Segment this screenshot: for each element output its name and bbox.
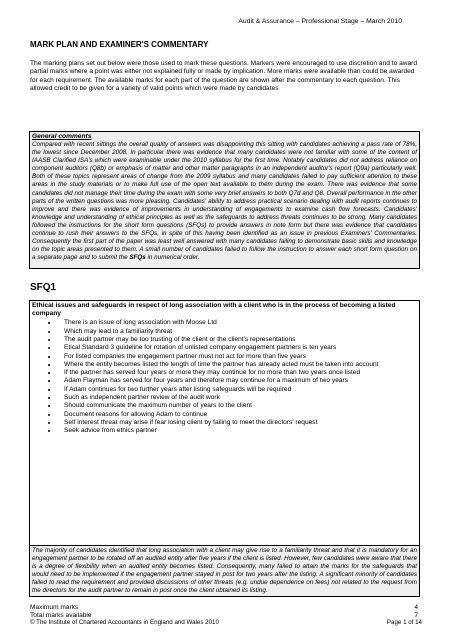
general-comments-end: in numerical order. [145, 254, 200, 262]
total-marks-label: Total marks available [30, 612, 92, 619]
running-header: Audit & Assurance – Professional Stage – March 2010 [238, 18, 402, 25]
maximum-marks-value: 4 [414, 604, 418, 611]
list-item: • Self interest threat may arise if fear losing client by failing to meet the directors' request [58, 419, 417, 427]
maximum-marks-row [30, 604, 420, 611]
page-number: Page 1 of 14 [386, 619, 422, 626]
sfq1-bullet-list [32, 319, 417, 435]
list-item: • Document reasons for allowing Adam to continue [58, 411, 417, 419]
list-item: • For listed companies the engagement partner must not act for more than five years [58, 353, 417, 361]
list-item: • There is an issue of long association with Moose Ltd [58, 319, 417, 327]
total-marks-value: 7 [414, 612, 418, 619]
general-comments-text [32, 141, 417, 262]
list-item: • Should communicate the maximum number of years to the client [58, 402, 417, 410]
total-marks-row [30, 612, 420, 619]
general-comments-bold: SFQs [129, 254, 146, 262]
page-title: MARK PLAN AND EXAMINER'S COMMENTARY [30, 40, 209, 49]
sfq1-title: Ethical issues and safeguards in respect of long association with a client who is in the process of becoming a listed company [32, 302, 396, 318]
sfq1-mark-plan-box [29, 300, 420, 546]
list-item: • Which may lead to a familiarity threat [58, 328, 417, 336]
list-item: • If Adam continues for two further years after listing safeguards will be required [58, 386, 417, 394]
copyright-text: © The Institute of Chartered Accountants in England and Wales 2010 [30, 619, 219, 626]
intro-paragraph: The marking plans set out below were those used to mark these questions. Markers were encouraged to use discretion and to award partial marks where a point was either not explained fully or made by implication. More marks were available than could be awarded for each requirement. The available marks for each part of the question are shown after the commentary to each question. This allowed credit to be given for a variety of valid points which were made by candidates [30, 60, 418, 92]
sfq1-heading: SFQ1 [30, 282, 57, 293]
general-comments-box [29, 131, 420, 269]
list-item: • Etical Standard 3 guideline for rotation of unlisted company engagement partners is ten years [58, 344, 417, 352]
list-item: • Seek advice from ethics partner [58, 427, 417, 435]
list-item: • Adam Flayman has served for four years and therefore may continue for a maximum of two years [58, 377, 417, 385]
list-item: • Where the entity becomes listed the length of time the partner has already acted must be taken into account [58, 361, 417, 369]
list-item: • If the partner has served four years or more they may continue for no more than two years once listed [58, 369, 417, 377]
general-comments-body: Compared with recent sittings the overall quality of answers was disappointing this sitting with candidates achieving a pass rate of 78%, the lowest since December 2008. In particular there was evidence that many candidates were not familiar with some of the content of IAASB Clarified ISA's which were examinable under the 2010 syllabus for the first time. Notably candidates did not address reliance on component auditors (Q8b) or emphasis of matter and other matter paragraphs in an independent auditor's report (Q9a) particularly well. Both of these topics represent areas of change from the 2009 syllabus and many candidates failed to pay sufficient attention to these areas in the study materials or to make full use of the open text available to them during the exam. There was evidence that some candidates did not manage their time during the exam with some very brief answers to both Q7d and Q8. Overall performance in the other parts of the written questions was more pleasing. Candidates' ability to address practical scenario dealing with audit reports continues to improve and there was evidence of improvements in understanding of engagements to examine cash flow forecasts. Candidates' knowledge and understanding of ethical principles as well as the safeguards to address threats continues to be strong. Many candidates followed the instructions for the short form questions (SFQs) to provide answers in note form but there was evidence that candidates continue to rush their answers to the SFQs, in spite of this having been identified as an issue in previous Examiners' Commentaries. Consequently the first part of the paper was least well answered with many candidates failing to demonstrate basic skills and knowledge on the topic areas presented to them. A small number of candidates failed to follow the instruction to answer each short form question on a separate page and to submit the [32, 141, 417, 262]
maximum-marks-label: Maximum marks [30, 604, 79, 611]
sfq1-commentary: The majority of candidates identified that long association with a client may give rise to a familiarity threat and that it is mandatory for an engagement partner to be rotated off an audited entity after five years if the client is listed. However, few candidates were aware that there is a degree of flexibility when an audited entity becomes listed. Consequently, many failed to attain the marks for the safeguards that would need to be implemented if the engagement partner stayed in post for two years after the listing. A significant minority of candidates failed to read the requirement and provided discussions of other threats (e.g. undue dependence on fees) not related to the request from the directors for the audit partner to remain in post once the client obtained its listing. [32, 547, 417, 595]
sfq1-commentary-box [29, 546, 420, 597]
general-comments-title: General comments [32, 133, 92, 140]
page-footer [30, 619, 422, 626]
list-item: • Such as independent partner review of the audit work [58, 394, 417, 402]
list-item: • The audit partner may be too trusting of the client or the client's representations [58, 336, 417, 344]
